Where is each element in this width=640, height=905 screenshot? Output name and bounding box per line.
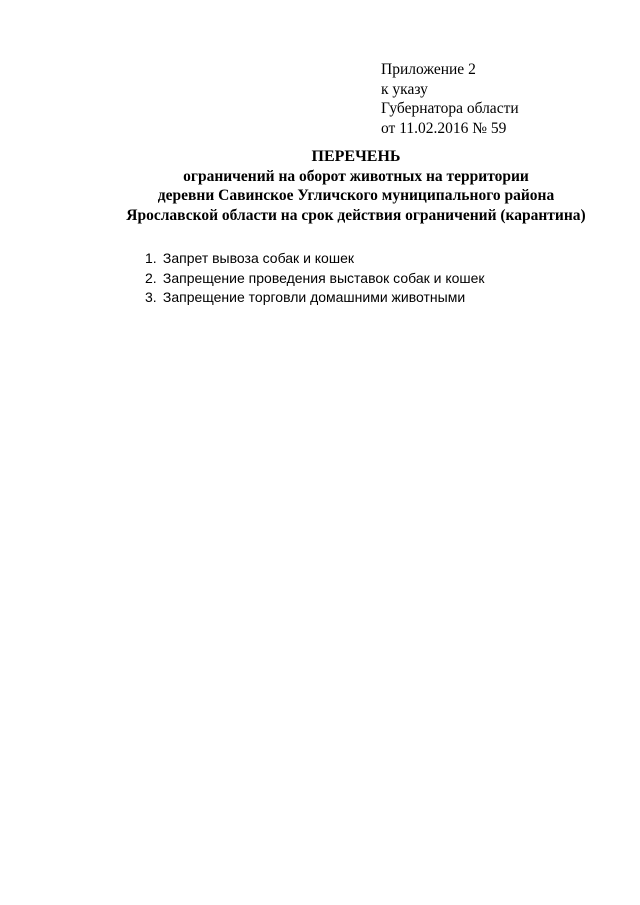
appendix-issuer: Губернатора области xyxy=(381,100,519,117)
list-item-number: 1. xyxy=(145,250,157,266)
list-item-number: 3. xyxy=(145,289,157,305)
appendix-reference xyxy=(381,60,519,138)
list-item-text: Запрещение проведения выставок собак и кошек xyxy=(162,269,485,286)
title-line-1: ограничений на оборот животных на территории xyxy=(183,167,529,185)
title-heading: ПЕРЕЧЕНЬ xyxy=(311,148,401,165)
restrictions-list xyxy=(145,249,485,308)
list-item xyxy=(145,249,485,269)
appendix-date: от 11.02.2016 № 59 xyxy=(381,119,507,137)
appendix-decree: к указу xyxy=(381,80,428,98)
document-title xyxy=(0,147,640,225)
list-item xyxy=(145,288,485,308)
title-line-2: деревни Савинское Угличского муниципального района xyxy=(157,187,555,204)
list-item-number: 2. xyxy=(145,269,157,286)
list-item xyxy=(145,269,485,289)
title-line-3: Ярославской области на срок действия ограничений (карантина) xyxy=(126,206,586,224)
appendix-number: Приложение 2 xyxy=(381,61,476,78)
list-item-text: Запрещение торговли домашними животными xyxy=(162,289,466,305)
list-item-text: Запрет вывоза собак и кошек xyxy=(162,250,354,266)
